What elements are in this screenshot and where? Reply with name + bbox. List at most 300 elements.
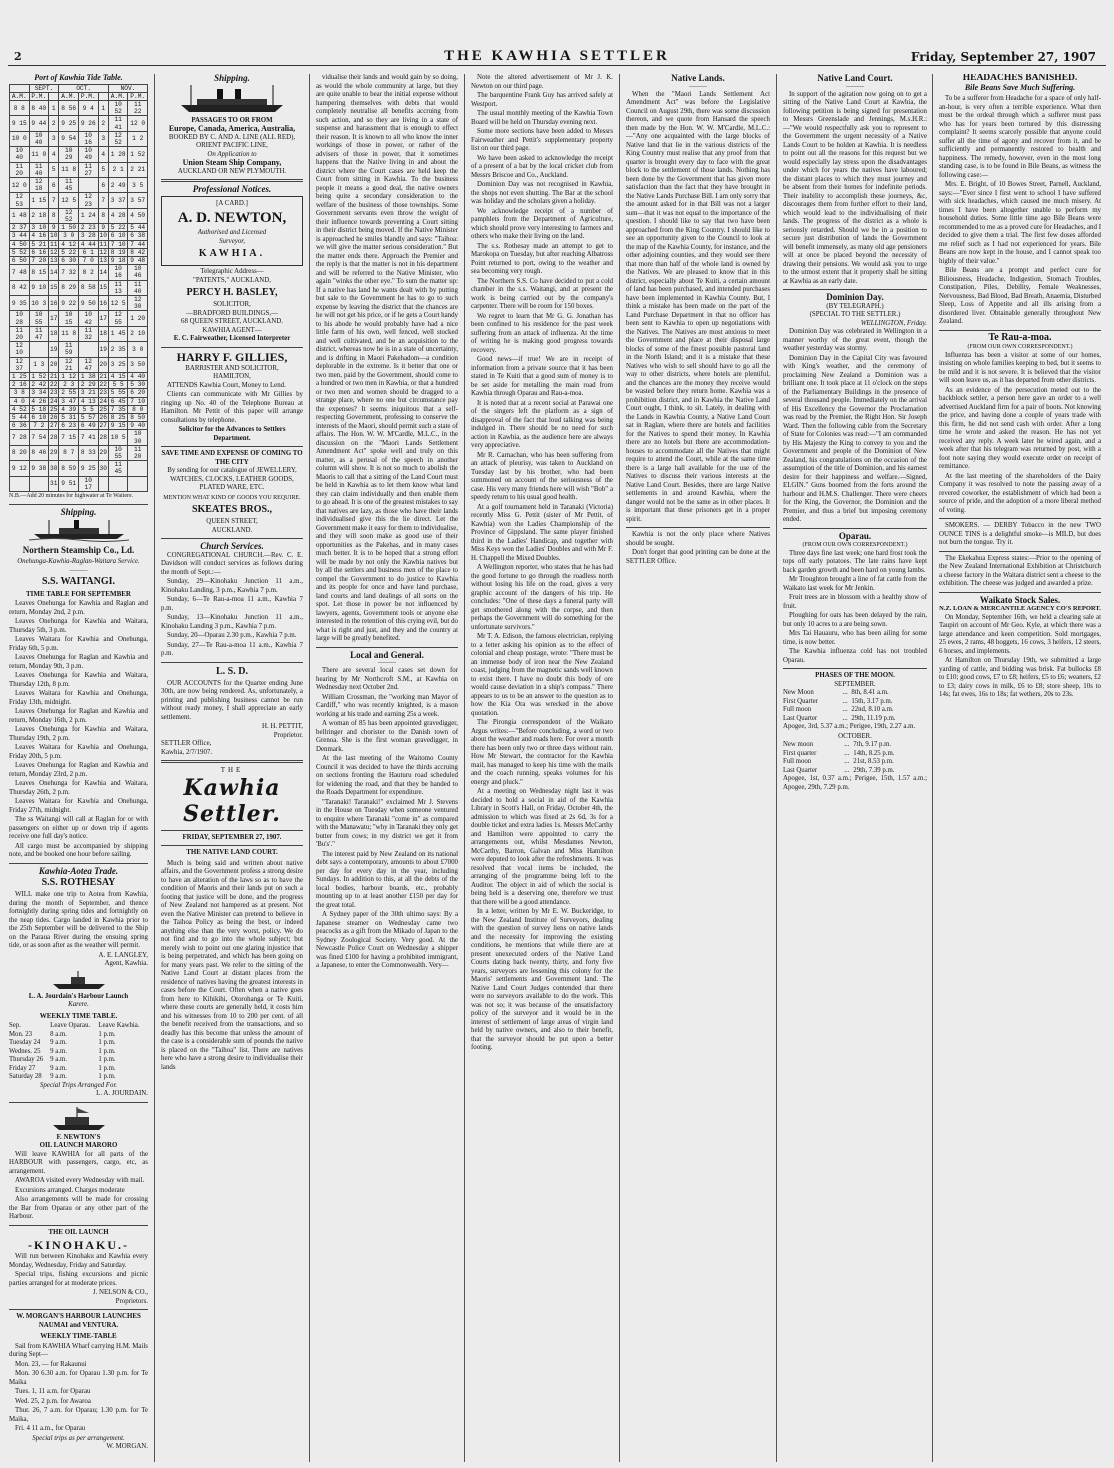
issue-date-line: FRIDAY, SEPTEMBER 27, 1907. xyxy=(182,833,282,841)
basley-street: 68 QUEEN STREET, AUCKLAND. xyxy=(181,318,283,325)
booked-line: BOOKED BY C. AND A. LINE (ALL RED), ORIENT PACIFIC LINE, xyxy=(168,133,296,149)
tide-cell: 12 xyxy=(99,248,107,256)
local-item: Dominion Day was not recognised in Kawhia, the shops not even shutting. The Bar at the school was holiday and the scholars given a holiday. xyxy=(471,181,613,205)
tide-cell: 10 16 xyxy=(108,265,128,280)
tide-cell: 10 55 xyxy=(29,311,49,326)
tide-cell: 9 15 xyxy=(10,116,30,131)
tide-cell: 11 59 xyxy=(59,342,79,357)
morgan-entry: Mon. 30 6.30 a.m. for Oparau 1.30 p.m. for Te Maika xyxy=(9,1370,148,1386)
local-general-body xyxy=(316,667,458,971)
tide-cell: 22 xyxy=(99,381,107,389)
tide-cell: 1 48 xyxy=(10,208,30,223)
gillies-clients: Clients can communicate with Mr Gillies by ringing up No. 40 of the Telephone Bureau at Hamilton. Mr Pettit of this paper will arrange consultations by telephone. xyxy=(161,391,303,424)
basley-name: PERCY H. BASLEY, xyxy=(186,287,278,298)
tide-row xyxy=(10,461,148,476)
tide-cell: 2 xyxy=(98,116,108,131)
tide-cell: 8 xyxy=(49,208,59,223)
tide-cell: 3 21 xyxy=(78,389,98,397)
tide-cell: 6 1 xyxy=(78,248,98,256)
tide-cell: 6 49 xyxy=(78,422,98,430)
tide-cell: 11 13 xyxy=(108,280,128,295)
tide-cell: 1 45 xyxy=(108,326,128,341)
moon-cell: Last Quarter xyxy=(783,714,818,722)
tide-cell: 3 37 xyxy=(108,193,128,208)
tide-cell: 27 xyxy=(50,422,58,430)
moon-cell: Last Quarter xyxy=(783,766,818,774)
tide-cell: 14 xyxy=(49,265,59,280)
column-rule xyxy=(619,74,620,1462)
tide-cell: 1 52 xyxy=(128,147,148,162)
tide-cell: 10 40 xyxy=(29,131,49,146)
column-rule xyxy=(464,74,465,1462)
tide-cell: 4 0 xyxy=(10,397,30,405)
rau-paragraph: As an evidence of the persecution meted out to the backblock settler, a person here gave an order to a well advertised Auckland firm for a pair of boots. Not knowing the price, and having done a couple of years trade with this firm, he did not send cash with order. After a long time he wrote and asked the reason. He has not yet received any reply. A week later he wired again, and a week after that his telegram was returned by post, with a foot note saying they would execute order on receipt of remittance. xyxy=(939,386,1101,470)
timetable-cell: Tuesday 24 xyxy=(9,1039,41,1047)
tide-cell: 28 xyxy=(98,430,108,445)
tide-cell: 8 19 xyxy=(108,248,128,256)
tide-cell: 5 44 xyxy=(10,414,30,422)
church-services xyxy=(161,552,303,659)
dominion-body xyxy=(783,328,927,525)
timetable-header: Leave Kawhia. xyxy=(98,1022,140,1030)
timetable-cell: 1 p.m. xyxy=(98,1064,116,1072)
tide-cell: 15 xyxy=(98,280,108,295)
moon-cell: 8th, 8.41 a.m. xyxy=(851,689,889,696)
tide-row xyxy=(10,232,148,240)
church-entry: CONGREGATIONAL CHURCH.—Rev. C. E. Davidson will conduct services as follows during the month of Sept.:— xyxy=(161,551,303,576)
tide-cell: 21 xyxy=(99,373,107,381)
tide-cell: 4 xyxy=(98,147,108,162)
moon-cell: ... xyxy=(844,749,850,757)
tide-cell: 4 40 xyxy=(128,373,148,381)
newton-name: A. D. NEWTON, xyxy=(177,210,287,226)
dominion-paragraph: Dominion Day in the Capital City was favoured with King's weather, and the ceremony of proclaiming New Zealand a Dominion was a brilliant one. It took place at 11 o'clock on the steps of the Parliamentary Buildings in the presence of several thousand people. Immediately on the arrival of His Excellency the Governor the Proclamation was read by the Premier, the Right Hon. Sir Joseph Ward. Then the following cable from the Secretary of State for Colonies was read:—"I am commanded by His Majesty the King to convey to you and the Government and people of the Dominion of New Zealand, his congratulations on the occasion of the assumption of the title of Dominion, and his earnest desire for their happiness and welfare.—Signed, ELGIN." Guns boomed from the forts around the harbour and H.M.S. Challenger. There were cheers for the King, the Governor, the Dominion and the Premier, and thus a brief but imposing ceremony ended. xyxy=(783,354,927,523)
weekly-timetable: WEEKLY TIME TABLE. xyxy=(39,1011,118,1020)
tide-cell: 9 xyxy=(98,224,108,232)
tide-cell: 8 25 xyxy=(108,414,128,422)
local-item: A woman of 85 has been appointed gravedigger, bellringer and chorister to the Danish town of Grenoa. She is the first woman gravedigger, in Denmark. xyxy=(316,720,458,753)
tide-row xyxy=(10,208,148,223)
moon-row xyxy=(783,698,927,707)
newton-body: Will leave KAWHIA for all parts of the HARBOUR with passengers, cargo, etc, as arrangement. xyxy=(9,1150,148,1175)
tide-cell xyxy=(10,476,30,491)
tide-cell: 11 20 xyxy=(10,326,30,341)
kao-heading: Kawhia-Aotea Trade. xyxy=(38,865,119,876)
tide-cell: 2 10 xyxy=(128,326,148,341)
tide-cell: 20 xyxy=(98,357,108,372)
moon-cell: ... xyxy=(844,766,850,774)
tide-cell: 8 0 xyxy=(128,405,148,413)
tide-cell: 18 xyxy=(49,326,59,341)
basley-title: SOLICITOR, xyxy=(213,301,251,308)
gillies-town: HAMILTON, xyxy=(213,373,251,380)
moon-row xyxy=(783,741,927,750)
column-5: Native Lands. ——— When the "Maori Lands Settlement Act Amendment Act" was before the Legislative Council on August 29th, there was some discussion thereon, and we quote from Hansard the speech then made by the Hon. W. W. M'Cardle, M.L.C.:—"Any one acquainted with the large blocks of Native land that lie in the various districts of the King Country must realise that any proof from that quarter is brought every day to face with the great block to the settlement of those lands. Nothing has been done by the Government that has given more satisfaction than the fact that they have brought in the Native Lands Purchase Bill. I am only sorry that the amount asked for in that Bill was not a larger sum—that it was not equal to the importance of the question. I should like to say that two have been approached from the King Country. I should like to see an opportunity given to the Council to look at the map of the Kawhia County, for instance, and the other adjoining counties, and they would see there that more than half of the whole land is owned by the Natives. We are pleased to know that in this district, especially about Te Kuiti, a certain amount of land has been purchased, and intended purchases have been implemented in Kawhia County. But, I think a mistake has been made on the part of the Land Purchase Department in that no officer has been sent to Kawhia to open up negotiations with the Natives. The Natives are most anxious to meet the Government and place at their disposal large blocks of some of the finest possible pastoral land in the North Island; and it is a mistake that these Natives who wish to sell should have to go all the way to other districts, where hotels are plentiful, and the chances are the money they receive would be wasted before they return home. Kawhia was a prohibition district, and in Kawhia the Native Land Court ought, I think, to sit. Lately, in dealing with the Lands in Kawhia County, a Native Land Court sat in Raglan, where there are hotels and facilities for the Natives to spend their money. In Kawhia there are no hotels but there are accommodation-houses to accommodate all the Natives that might require to attend the Court, while at the same time there is a large hall available for the use of the Natives to discuss their various interests at the Native Land Court. Besides, there are large Native settlements in and around Kawhia, where the danger would not be the same as in other places. It is important that these prisoners get in a proper spirit. Kawhia is not the only place where Natives should be sought. Don't forget that good printing can be done at the SETTLER Office. xyxy=(626,74,770,565)
tide-row xyxy=(10,422,148,430)
tide-cell: 13 xyxy=(99,256,107,264)
dominion-place: WELLINGTON, Friday. xyxy=(860,319,927,327)
church-entry: Sunday, 20—Oparau 2.30 p.m., Kawhia 7 p.m. xyxy=(167,632,297,639)
tide-cell: 1 12 xyxy=(59,373,79,381)
timetable-entry: Leaves Onehunga for Kawhia and Waitara, Thursday 12th, 8 p.m. xyxy=(9,672,148,688)
tide-cell: 2 42 xyxy=(29,381,49,389)
tide-cell: 2 3 xyxy=(59,381,79,389)
local-item: Mr T. A. Edison, the famous electrician, replying to a letter asking his opinion as to the effect of colonial and cheap postage, wrote: "There must be an immense body of iron near the New Zealand coast, judging from the magnetic sands well known to exist there. I have no doubt this body of ore would cause deviation in a ship's compass." There appears to us to be an answer to the question as to how the Kia Ora was wrecked in the above quotation. xyxy=(471,633,613,717)
timetable-cell: 1 p.m. xyxy=(98,1056,116,1064)
moon-cell: ... xyxy=(842,697,848,705)
tide-cell: 4 50 xyxy=(128,208,148,223)
newton-heading: F. NEWTON'S xyxy=(56,1133,101,1141)
tide-cell: 11 32 xyxy=(78,326,98,341)
steamship-icon xyxy=(29,518,129,542)
tide-row xyxy=(10,414,148,422)
tide-cell: 7 10 xyxy=(128,397,148,405)
tide-cell: 7 32 xyxy=(59,265,79,280)
tide-row xyxy=(10,116,148,131)
editorial-continued xyxy=(316,74,458,644)
moon-heading: PHASES OF THE MOON. xyxy=(815,672,895,679)
tide-cell: 6 10 xyxy=(108,232,128,240)
lsd-date: Kawhia, 2/7/1907. xyxy=(161,748,213,756)
tide-cell: 8 2 xyxy=(78,265,98,280)
tide-cell: 25 xyxy=(50,405,58,413)
tide-cell: 29 xyxy=(49,445,59,460)
timetable-cell: Wednes. 25 xyxy=(9,1047,41,1055)
tide-cell: 6 30 xyxy=(59,256,79,264)
tide-cell: 4 44 xyxy=(78,240,98,248)
moon-cell: 22nd, 8.10 a.m. xyxy=(851,706,894,713)
tide-cell: 9 4 xyxy=(78,100,98,115)
tide-cell: 4 12 xyxy=(59,240,79,248)
tide-cell: 1 38 xyxy=(78,373,98,381)
tide-cell: 8 8 xyxy=(10,100,30,115)
tide-cell: 11 xyxy=(99,240,107,248)
tide-cell: 2 49 xyxy=(108,177,128,192)
timetable-entry: Leaves Onehunga for Kawhia and Waitara, Thursday 5th, 3 p.m. xyxy=(9,618,148,634)
local-item: At the last meeting of the Waitomo County Council it was decided to have the thirds accruing on sections fronting the Hauturu road scheduled for widening the road, and that they be handed to the Roads Department for expenditure. xyxy=(316,755,458,796)
tide-row xyxy=(10,162,148,177)
oparau-item: Mrs Tai Hauauru, who has been ailing for some time, is now better. xyxy=(783,630,927,646)
local-general-heading: Local and General. xyxy=(350,649,424,660)
tide-cell: 12 10 xyxy=(10,342,30,357)
oparau-by: (FROM OUR OWN CORRESPONDENT.) xyxy=(802,542,908,548)
tide-cell: 3 25 xyxy=(108,357,128,372)
tide-row xyxy=(10,342,148,357)
tide-cell: 4 28 xyxy=(108,208,128,223)
dominion-special: (SPECIAL TO THE SETTLER.) xyxy=(809,311,901,318)
timetable-cell: 9 a.m. xyxy=(50,1047,67,1055)
tide-cell: 12 47 xyxy=(78,357,98,372)
also-note: Also arrangements will be made for crossing the Bar from Oparau or any other part of the Harbour. xyxy=(9,1196,148,1221)
tide-cell: 12 xyxy=(50,248,58,256)
timetable-entry: Leaves Onehunga for Raglan and Kawhia and return, Monday 23rd, 2 p.m. xyxy=(9,762,148,778)
tide-cell: 9 50 xyxy=(78,295,98,310)
tide-cell: 3 8 xyxy=(10,389,30,397)
timetable-cell: 8 a.m. xyxy=(50,1030,67,1038)
special-trips: Special Trips Arranged For. xyxy=(39,1081,118,1089)
tide-month-header: NOV. xyxy=(108,84,147,92)
timetable-row xyxy=(9,1065,148,1074)
tide-cell: 4 xyxy=(49,147,59,162)
timetable-entry: Leaves Onehunga for Raglan and Kawhia and return, Monday 9th, 3 p.m. xyxy=(9,654,148,670)
liner-icon xyxy=(177,85,287,115)
moon-cell: 29th, 11.19 p.m. xyxy=(851,714,896,722)
tide-cell: 14 xyxy=(98,265,108,280)
tide-cell: 9 xyxy=(49,224,59,232)
tide-cell: 11 20 xyxy=(10,162,30,177)
editorial-paragraph: vidualise their lands and would gain by so doing, as would the whole community at large, but they are quite unable to bear the initial expense without hampering themselves with debts that would completely neutralise all benefits accruing from such action, and so they are living in a state of suspense and harassment that is enough to effect their reason. It is known to all who know the inner workings of those in power, or rather of the advisers of those in power, that it sometimes happens that the Native living in and about the district where the Court cases are held keep the Court from sitting in Kawhia. To the business people it means a good deal, the native owners being quite a secondary consideration to the welfare of the business of those townships. Some Government servants even throw the weight of their influence towards preventing a Court sitting in their district being moved. If the Native Minister is approached he smiles blandly and says: "Taihoa: we will give the matter serious consideration." But the matter ends there. Approach the Premier and the reply is that the matter is not in his department and will be referred to the Native Minister, who again "winks the other eye." To sum the matter up: If a native has land he wants dealt with by putting but sale to the Government he has to go to such expense by leaving the district that the chances are he will not get his price, or if he gets a Court handy to his abode he would probably have had a nice little farm of his own, well fenced, well stocked and well cultivated, and be an acquisition to the district, whereas now he is in a state of uncertainty, and is drifting in Maori Pakehadom—a condition deplorable in the extreme. Is it better that one or two men, paid by the Government, should come to a hundred or two men in Kawhia, or that a hundred or two men and women should be dragged to a strange place, where no one but circumstance pay the expenses? It seems iniquitous that a self-respecting Government, professing to conserve the interests of the Maori, should permit such a state of affairs. The Hon. W. W. M'Cardle, M.L.C., in the discussion on the "Maori Lands Settlement Amendment Act" spoke well and truly on this matter, as a perusal of the speech in another column will show. It is not so much to abolish the Maoris to call that a sitting of the Land Court must be held in Kawhia as to let them know what land they can claim individually and then enable them to go ahead. It is one of the greatest mistakes to say that natives are lazy, as those who have their lands individualised give this the lie direct. Let the Government make it easy for them to individualise, and they will soon make as good use of their opportunities as the Pakehas, and in many cases much better. It is to be hoped that a strong effort will be made by not only the Kawhia natives but by all the settlers and business men of the place to compel the Government to do justice to Kawhia and its people for once and have land purchase, land courts and land dealings of all sorts on the spot. Let those in power be not influenced by lawyers, agents, Government tools or anyone else interested in the retention of this crying evil, but do what is right and just, and they and the country at large will be greatly benefited. xyxy=(316,74,458,642)
tide-cell: 15 xyxy=(49,280,59,295)
tide-cell: 12 53 xyxy=(10,193,30,208)
tide-sub-header: P.M. xyxy=(78,92,98,100)
kawhia-agent-name: E. C. Fairweather, Licensed Interpreter xyxy=(173,335,291,342)
tide-cell: 10 xyxy=(50,232,58,240)
moon-sep-table xyxy=(783,689,927,723)
tide-cell: 7 xyxy=(49,193,59,208)
tide-cell: 3 44 xyxy=(10,232,30,240)
tide-cell: 10 28 xyxy=(10,311,30,326)
column-rule xyxy=(932,74,933,1462)
tide-row xyxy=(10,240,148,248)
morgan-entry: Thur. 26, 7 a.m. for Oparau; 1.30 p.m. for Te Maika, xyxy=(9,1407,148,1423)
tide-cell: 12 5 xyxy=(59,193,79,208)
moon-cell: First Quarter xyxy=(783,697,818,705)
tide-row xyxy=(10,430,148,445)
tide-cell xyxy=(29,476,49,491)
kao-body: WILL make one trip to Aotea from Kawhia, during the month of September, and thence fortnightly during spring tides and fortnightly on the neap tides. Cargo landed in Kawhia prior to the 25th September will be delivered to the Ship on the Paraua River during the ensuing spring tide, or as soon after as the weather will permit. xyxy=(9,891,148,950)
morgan-entry: Wed. 25, 2 p.m. for Awaroa xyxy=(15,1397,91,1405)
jourdain-timetable xyxy=(9,1022,148,1082)
tide-month-header: OCT. xyxy=(59,84,108,92)
tide-cell: 10 42 xyxy=(78,311,98,326)
launch-icon xyxy=(49,971,109,991)
tide-cell: 2 55 xyxy=(59,389,79,397)
stock-paragraph: At Hamilton on Thursday 19th, we submitted a large yarding of cattle, and bidding was brisk. Fat bullocks £8 to £10; good cows, £7 to £8; heifers, £5 to £6; weaners, £2 to £3; dairy cows in milk, £6 to £8; store sheep, 10s to 14s; fat ewes, 16s to 18s; fat wethers, 20s to 23s. xyxy=(939,657,1101,698)
tide-cell: 13 xyxy=(50,256,58,264)
timetable-entry: Leaves Onehunga for Kawhia and Raglan and return, Monday 2nd, 2 p.m. xyxy=(9,600,148,616)
local-item: The Pirongia correspondent of the Waikato Argus writes:—"Before concluding, a word or two about the weather and roads here. For over a month there has been only two or three days without rain. How Mr Stewart, the contractor for the Kawhia mail, has managed to keep his time with the mails and the coach running, speaks volumes for his energy and pluck." xyxy=(471,719,613,786)
tide-sub-header: P.M. xyxy=(29,92,49,100)
tide-cell: 7 28 xyxy=(10,430,30,445)
tide-cell: 8 7 xyxy=(59,445,79,460)
tide-cell: 7 44 xyxy=(128,240,148,248)
oil-launch-heading: THE OIL LAUNCH xyxy=(48,1228,109,1236)
tide-cell: 7 10 xyxy=(108,240,128,248)
church-entry: Sunday, 6—Te Rau-a-moa 11 a.m., Kawhia 7 p.m. xyxy=(161,596,303,612)
moon-cell: New moon xyxy=(783,741,814,748)
masthead xyxy=(8,48,1106,66)
oparau-item: Three days fine last week; one hard frost took the tops off early potatoes. The late rains have kept back garden growth and been hard on young lambs. xyxy=(783,549,927,574)
tide-cell: 2 18 xyxy=(29,208,49,223)
excursions-note: Excursions arranged. Charges moderate xyxy=(15,1186,125,1194)
church-entry: Sunday, 29—Kinohaku Junction 11 a.m., Kinohaku Landing, 3 p.m., Kawhia 7 p.m. xyxy=(161,578,303,594)
tide-cell: 1 15 xyxy=(29,193,49,208)
tide-cell: 2 21 xyxy=(128,162,148,177)
oparau-item: Ploughing for oats has been delayed by the rain, but only 10 acres to a are being sown. xyxy=(783,612,927,628)
church-heading: Church Services. xyxy=(200,541,264,551)
telegraphic-address: Telegraphic Address— xyxy=(200,268,264,275)
tide-cell: 26 xyxy=(50,414,58,422)
tide-sub-header xyxy=(98,92,108,100)
lsd-heading: L. S. D. xyxy=(216,665,248,677)
tide-cell: 5 22 xyxy=(108,224,128,232)
moon-row xyxy=(783,750,927,759)
tide-cell: 7 20 xyxy=(29,256,49,264)
kinohaku-special: Special trips, fishing excursions and picnic parties arranged for at moderate prices. xyxy=(9,1271,148,1287)
morgan-entry: Mon. 23, — for Rakaunui xyxy=(15,1360,87,1368)
morgan-special: Special trips as per arrangement. xyxy=(32,1434,125,1442)
tide-cell: 12 21 xyxy=(59,357,79,372)
skeates-name: SKEATES BROS., xyxy=(191,504,273,515)
tide-cell: 4 26 xyxy=(29,397,49,405)
tide-cell: 11 45 xyxy=(108,461,128,476)
tide-cell xyxy=(98,476,108,491)
newton-town: KAWHIA. xyxy=(198,248,266,259)
stock-heading: Waikato Stock Sales. xyxy=(979,594,1061,605)
tide-cell: 11 45 xyxy=(59,177,79,192)
tide-row xyxy=(10,147,148,162)
timetable-entry: Leaves Onehunga for Kawhia and Waitara, Thursday 26th, 2 p.m. xyxy=(9,780,148,796)
tide-cell: 5 31 xyxy=(59,414,79,422)
headaches-paragraph: To be a sufferer from Headache for a space of only half-an-hour, is very often a terrible experience. What then must be the ordeal through which a sufferer must pass who has for years been tortured by this distressing complaint? It seems scarcely possible that anyone could suffer all the time of agony and recover from it, and be sufficiently and permanently restored to health and happiness. The remedy, however, even in the most long standing case, is to be found in Bile Beans, as witness the following case:— xyxy=(939,95,1101,179)
tide-cell: 9 51 xyxy=(59,476,79,491)
tide-cell: 3 5 xyxy=(128,177,148,192)
moon-cell: New Moon xyxy=(783,689,814,696)
timetable-cell: Friday 27 xyxy=(9,1064,36,1072)
tide-row xyxy=(10,256,148,264)
issue-date: Friday, September 27, 1907 xyxy=(910,50,1096,64)
tide-cell: 24 xyxy=(99,397,107,405)
nsc-route: Onehunga-Kawhia-Raglan-Waitara Service. xyxy=(17,558,140,566)
moon-october: OCTOBER. xyxy=(838,732,872,740)
tide-cell: 3 50 xyxy=(128,357,148,372)
kinohaku-title: -KINOHAKU.- xyxy=(28,1238,129,1253)
kinohaku-body: Will run between Kinohaku and Kawhia every Monday, Wednesday, Friday and Saturday. xyxy=(9,1253,148,1269)
skeates-street: QUEEN STREET, xyxy=(206,518,258,525)
local-item: "Taranaki! Taranaki!" exclaimed Mr J. Stevens in the House on Tuesday when someone ventured to enquire where Taranaki "come in" as compared with the Manawatu; "why in Taranaki they only get butter from cows; in my district we get it from 'Bu's'." xyxy=(316,798,458,848)
tide-table xyxy=(9,84,148,493)
moon-row xyxy=(783,706,927,715)
tide-cell: 2 37 xyxy=(10,224,30,232)
timetable-entry: Leaves Waitara for Kawhia and Onehunga, Friday 20th, 5 p.m. xyxy=(9,744,148,760)
skeates-save: SAVE TIME AND EXPENSE OF COMING TO THE CITY xyxy=(161,450,303,466)
tide-cell: 6 45 xyxy=(108,397,128,405)
tide-cell: 11 8 xyxy=(59,326,79,341)
morgan-heading: W. MORGAN'S HARBOUR LAUNCHES NAUMAI and VENTURA. xyxy=(16,1313,141,1329)
tide-cell: 6 20 xyxy=(128,389,148,397)
tide-cell: 22 xyxy=(50,381,58,389)
tide-cell: 6 xyxy=(98,177,108,192)
tide-cell: 9 38 xyxy=(29,461,49,476)
timetable-entry: Leaves Onehunga for Raglan and Kawhia and return, Monday 16th, 2 p.m. xyxy=(9,708,148,724)
newton-title: Surveyor, xyxy=(219,237,245,245)
moon-sep-note: Apogee, 3rd, 5.37 a.m.; Perigee, 19th, 2.27 a.m. xyxy=(783,723,916,730)
tide-cell: 24 xyxy=(50,397,58,405)
rau-heading: Te Rau-a-moa. xyxy=(988,331,1052,343)
morgan-schedule xyxy=(9,1343,148,1434)
tide-sub-header: P.M. xyxy=(128,92,148,100)
native-lands-tail xyxy=(626,531,770,566)
newton-launch: OIL LAUNCH MARORO xyxy=(39,1142,118,1150)
headaches-sub: Bile Beans Save Much Suffering. xyxy=(964,82,1076,92)
tide-cell: 5 5 xyxy=(78,405,98,413)
tide-cell: 5 57 xyxy=(78,414,98,422)
moon-cell: 29th, 7.39 p.m. xyxy=(853,766,895,774)
tide-header-cell xyxy=(10,84,30,92)
tide-cell: 10 40 xyxy=(10,147,30,162)
tide-cell: 7 54 xyxy=(29,430,49,445)
local-notes xyxy=(471,74,613,1053)
church-entry: Sunday, 13—Kinohaku Junction 11 a.m., Kinohaku Landing 3 p.m., Kawhia 7 p.m. xyxy=(161,614,303,630)
column-1: Port of Kawhia Tide Table. SEPT. OCT. NOV. A.M. P.M. A.M. P.M. A.M. P.M. 8 8 8 40 1 8 56 9 4 1 10 52 11 22 9 15 9 44 2 9 25 9 26 2 11 41 12 0 10 0 10 40 3 9 54 10 16 3 12 52 1 2 10 40 11 0 4 10 29 10 49 4 1 28 1 52 11 20 11 40 5 11 8 11 27 5 2 1 2 21 12 0 12 18 6 11 45 6 2 49 3 5 12 53 1 15 7 12 5 12 23 7 3 37 3 57 1 48 2 18 8 12 52 1 24 8 4 28 4 50 2 37 3 10 9 1 50 2 23 9 5 22 5 44 3 44 4 16 10 3 0 3 28 10 6 10 6 38 4 50 5 21 11 4 12 4 44 11 7 10 7 44 5 52 6 16 12 5 22 6 1 12 8 19 8 42 6 50 7 20 13 6 30 7 0 13 9 18 9 48 7 48 8 15 14 7 32 8 2 14 10 16 10 46 8 42 9 10 15 8 29 8 58 15 11 13 11 40 9 35 10 3 16 9 22 9 50 16 12 5 12 30 10 28 10 55 17 10 15 10 42 17 12 55 1 20 11 20 11 47 18 11 8 11 32 18 1 45 2 10 12 10 19 11 59 19 2 35 3 0 12 37 1 3 20 12 21 12 47 20 3 25 3 50 1 25 1 52 21 1 12 1 38 21 4 15 4 40 2 16 2 42 22 2 3 2 29 22 5 5 5 30 3 8 3 34 23 2 55 3 21 23 5 55 6 20 4 0 4 26 24 3 47 4 13 24 6 45 7 10 4 52 5 18 25 4 39 5 5 25 7 35 8 0 5 44 6 10 26 5 31 5 57 26 8 25 8 50 6 36 7 2 27 6 23 6 49 27 9 15 9 40 7 28 7 54 28 7 15 7 41 28 10 5 10 30 8 20 8 46 29 8 7 8 33 29 10 55 11 20 9 12 9 38 30 8 59 9 25 30 11 45 31 9 51 10 17 N.B.—Add 20 minutes for highwater at Te Waitere. Shipping. Northern Steamship Co., Ld. Onehunga-Kawhia-Raglan-Waitara Service. ——— S.S. WAITANGI. TIME TABLE FOR SEPTEMBER Leaves Onehunga for Kawhia and Raglan and return, Monday 2nd, 2 p.m. Leaves Onehunga for Kawhia and Waitara, Thursday 5th, 3 p.m. Leaves Waitara for Kawhia and Onehunga, Friday 6th, 5 p.m. Leaves Onehunga for Raglan and Kawhia and return, Monday 9th, 3 p.m. Leaves Onehunga for Kawhia and Waitara, Thursday 12th, 8 p.m. Leaves Waitara for Kawhia and Onehunga, Friday 13th, midnight. Leaves Onehunga for Raglan and Kawhia and return, Monday 16th, 2 p.m. Leaves Onehunga for Kawhia and Waitara, Thursday 19th, 2 p.m. Leaves Waitara for Kawhia and Onehunga, Friday 20th, 5 p.m. Leaves Onehunga for Raglan and Kawhia and return, Monday 23rd, 2 p.m. Leaves Onehunga for Kawhia and Waitara, Thursday 26th, 2 p.m. Leaves Waitara for Kawhia and Onehunga, Friday 27th, midnight. The ss Waitangi will call at Raglan for or with passengers on either up or down trip if agents receive one full day's notice. All cargo must be accompanied by shipping note, and be booked one hour before sailing. Kawhia-Aotea Trade. S.S. ROTHESAY WILL make one trip to Aotea from Kawhia, during the month of September, and thence fortnightly during spring tides and fortnightly on the neap tides. Cargo landed in Kawhia prior to the 25th September will be delivered to the Ship on the Paraua River during the ensuing spring tide, or as soon after as the weather will permit. A. E. LANGLEY, Agent, Kawhia. L. A. Jourdain's Harbour Launch Karere. WEEKLY TIME TABLE. Sep. Leave Oparau. Leave Kawhia. Mon. 23 8 a.m. 1 p.m. Tuesday 24 9 a.m. 1 p.m. Wednes. 25 9 a.m. 1 p.m. Thursday 26 9 a.m. 1 p.m. Friday 27 9 a.m. 1 p.m. Saturday 28 9 a.m. 1 p.m. Special Trips Arranged For. L. A. JOURDAIN. F. NEWTON'S OIL LAUNCH MARORO Will leave KAWHIA for all parts of the HARBOUR with passengers, cargo, etc, as arrangement. AWAROA visited every Wednesday with mail. Excursions arranged. Charges moderate Also arrangements will be made for crossing the Bar from Oparau or any other part of the Harbour. THE OIL LAUNCH -KINOHAKU.- Will run between Kinohaku and Kawhia every Monday, Wednesday, Friday and Saturday. Special trips, fishing excursions and picnic parties arranged for at moderate prices. J. NELSON & CO., Proprietors. W. MORGAN'S HARBOUR LAUNCHES NAUMAI and VENTURA. WEEKLY TIME-TABLE Sail from KAWHIA Wharf carrying H.M. Mails during Sept— Mon. 23, — for Rakaunui Mon. 30 6.30 a.m. for Oparau 1.30 p.m. for Te Maika Tues. 1, 11 a.m. for Oparau Wed. 25, 2 p.m. for Awaroa Thur. 26, 7 a.m. for Oparau; 1.30 p.m. for Te Maika, Fri. 4 11 a.m., for Oparau Special trips as per arrangement. W. MORGAN. xyxy=(9,74,148,1451)
tide-row xyxy=(10,373,148,381)
tide-cell: 3 28 xyxy=(78,232,98,240)
morgan-entry: Fri. 4 11 a.m., for Oparau xyxy=(15,1425,86,1433)
tide-cell: 10 29 xyxy=(59,147,79,162)
tide-row xyxy=(10,131,148,146)
column-rule xyxy=(309,74,310,1462)
tide-cell: 1 28 xyxy=(108,147,128,162)
local-item: The interest paid by New Zealand on its national debt says a contemporary, amounts to about £7000 per day for every day in the year, including Sundays. In addition to this, at all the debts of the local bodies, harbour boards, etc., probably mounting up to at least another £150 per day for the great total. xyxy=(316,850,458,909)
tide-cell: 3 10 xyxy=(29,224,49,232)
timetable-heading: TIME TABLE FOR SEPTEMBER xyxy=(26,589,131,598)
tide-cell: 10 55 xyxy=(108,445,128,460)
tide-cell: 10 5 xyxy=(108,430,128,445)
gillies-title: BARRISTER AND SOLICITOR, xyxy=(185,364,279,372)
timetable-entry: Leaves Waitara for Kawhia and Onehunga, Friday 27th, midnight. xyxy=(9,798,148,814)
tide-row xyxy=(10,476,148,491)
tide-cell: 10 52 xyxy=(108,100,128,115)
local-item: We have been asked to acknowledge the receipt of a present of a bat by the local cricket club from Messrs Briscoe and Co., Auckland. xyxy=(471,154,613,179)
headaches-heading: HEADACHES BANISHED. xyxy=(962,74,1078,83)
local-item: The barquentine Frank Guy has arrived safely at Westport. xyxy=(471,92,613,108)
dominion-heading: Dominion Day. xyxy=(826,292,884,302)
tide-cell xyxy=(128,476,148,491)
oparau-item: Mr Troughton brought a line of fat cattle from the Waikato last week for Mr Jenkin. xyxy=(783,576,927,592)
tide-row xyxy=(10,357,148,372)
tide-cell: 5 22 xyxy=(59,248,79,256)
tide-cell: 5 44 xyxy=(128,224,148,232)
tide-cell: 11 40 xyxy=(128,280,148,295)
apply-line: On Application to xyxy=(207,150,257,158)
tide-cell: 5 xyxy=(98,162,108,177)
tide-cell: 9 15 xyxy=(108,422,128,430)
page-number: 2 xyxy=(14,50,22,63)
telegraphic-address: "PATENTS," AUCKLAND, xyxy=(193,276,271,284)
tide-cell: 10 16 xyxy=(78,131,98,146)
tide-cell: 20 xyxy=(49,357,59,372)
tide-cell: 1 20 xyxy=(128,311,148,326)
column-2 xyxy=(158,74,306,1464)
tide-cell: 16 xyxy=(49,295,59,310)
jourdain-launch: Karere. xyxy=(68,1001,89,1009)
rau-by: (FROM OUR OWN CORRESPONDENT.) xyxy=(967,344,1073,350)
moon-cell: ... xyxy=(842,714,848,722)
timetable-note: The ss Waitangi will call at Raglan for or with passengers on either up or down trip if agents receive one full day's notice. xyxy=(9,816,148,841)
column-7 xyxy=(936,74,1104,1464)
tide-sub-header xyxy=(49,92,59,100)
ship-waitangi: S.S. WAITANGI. xyxy=(42,575,115,587)
tide-cell: 12 52 xyxy=(108,131,128,146)
local-item: At a golf tournament held in Taranaki (Victoria) recently Miss G. Pettit (sister of Mr Pettit, of Kawhia) won the Ladies Championship of the Province of Gippsland. The same player finished third in the Ladies' Handicap, and together with Miss Keys won the Ladies' Doubles and with Mr F. H. Chappell the Mixed Doubles. xyxy=(471,503,613,562)
tide-table-title: Port of Kawhia Tide Table. xyxy=(34,74,123,82)
timetable-note: All cargo must be accompanied by shipping note, and be booked one hour before sailing. xyxy=(9,842,148,859)
tide-row xyxy=(10,405,148,413)
tide-cell: 5 xyxy=(49,162,59,177)
moon-cell: Full moon xyxy=(783,758,812,765)
tide-month-header: SEPT. xyxy=(29,84,59,92)
tide-cell: 8 xyxy=(98,208,108,223)
